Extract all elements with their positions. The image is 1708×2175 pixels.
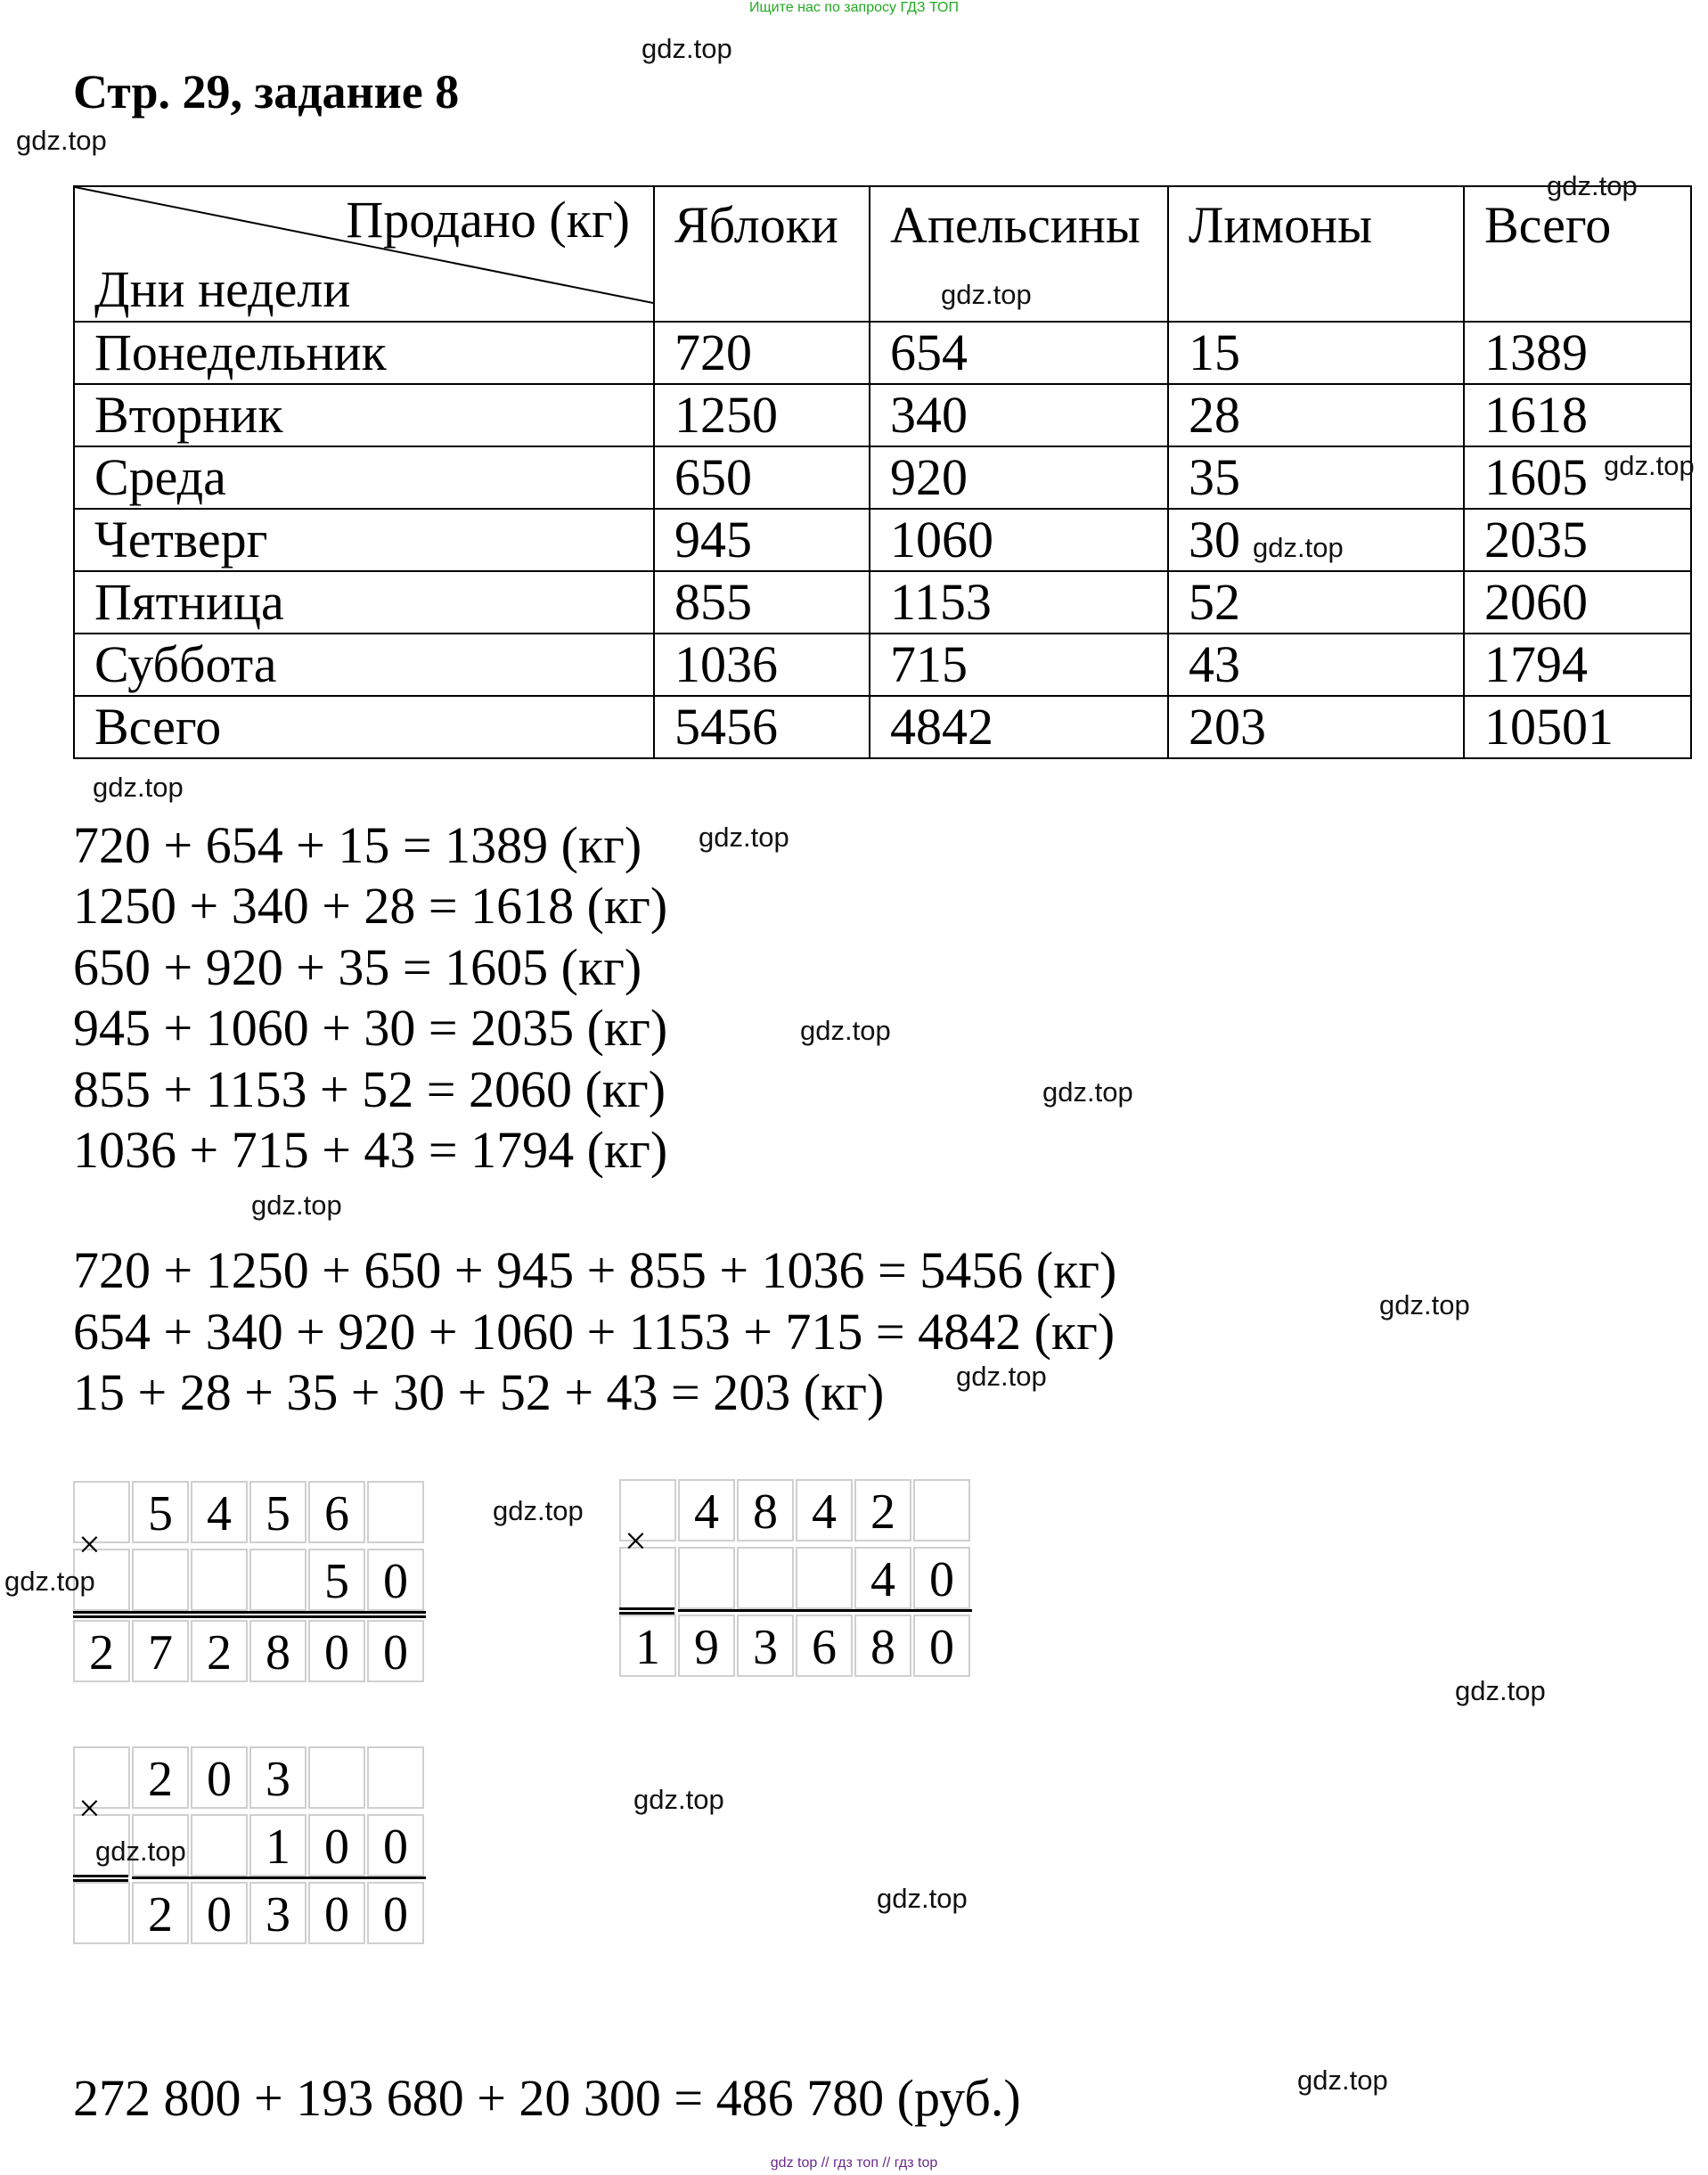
multiply-sign: × [78, 1523, 101, 1566]
digit-cell: 0 [367, 1882, 424, 1944]
watermark: gdz.top [1042, 1076, 1133, 1108]
value-cell: 1794 [1464, 634, 1691, 696]
result-rule [132, 1877, 426, 1879]
digit-cell [132, 1549, 189, 1611]
table-total-row [74, 696, 1691, 758]
double-rule [619, 1607, 674, 1615]
digit-cell: 2 [132, 1746, 189, 1809]
digit-cell: 2 [191, 1620, 248, 1682]
value-cell: 1605 [1464, 446, 1691, 509]
value-cell: 715 [870, 634, 1168, 696]
value-cell: 1060 [870, 509, 1168, 571]
watermark: gdz.top [1379, 1289, 1470, 1321]
watermark: gdz.top [95, 1836, 186, 1867]
digit-cell: 0 [308, 1814, 365, 1877]
digit-cell: 8 [854, 1615, 911, 1677]
multiply-sign: × [625, 1519, 647, 1563]
digit-cell [191, 1814, 248, 1877]
watermark: gdz.top [642, 33, 732, 64]
value-cell: 1250 [654, 384, 870, 446]
watermark: gdz.top [800, 1015, 891, 1046]
equation-fruit: 654 + 340 + 920 + 1060 + 1153 + 715 = 4842 (кг) [73, 1303, 1116, 1361]
day-cell: Пятница [74, 571, 654, 634]
digit-cell [367, 1746, 424, 1809]
value-cell: 2035 [1464, 509, 1691, 571]
watermark: gdz.top [493, 1495, 584, 1526]
digit-cell [678, 1547, 735, 1609]
digit-cell: 7 [132, 1620, 189, 1682]
final-equation: 272 800 + 193 680 + 20 300 = 486 780 (руб.) [73, 2069, 1021, 2127]
value-cell: 203 [1168, 696, 1464, 758]
value-cell: 15 [1168, 322, 1464, 384]
equation-day: 720 + 654 + 15 = 1389 (кг) [73, 816, 642, 874]
value-cell: 340 [870, 384, 1168, 446]
equation-fruit: 720 + 1250 + 650 + 945 + 855 + 1036 = 5456 (кг) [73, 1241, 1117, 1299]
multiply-sign: × [78, 1787, 101, 1830]
digit-cell: 4 [854, 1547, 911, 1609]
watermark: gdz.top [1297, 2065, 1388, 2096]
sales-table [73, 185, 1692, 759]
value-cell: 28 [1168, 384, 1464, 446]
equation-day: 1036 + 715 + 43 = 1794 (кг) [73, 1121, 668, 1179]
value-cell: 1389 [1464, 322, 1691, 384]
digit-cell: 8 [249, 1620, 306, 1682]
digit-cell: 2 [132, 1882, 189, 1944]
table-row [74, 634, 1691, 696]
header-days: Дни недели [94, 260, 351, 318]
digit-cell: 0 [913, 1615, 970, 1677]
day-cell: Среда [74, 446, 654, 509]
value-cell: 43 [1168, 634, 1464, 696]
watermark: gdz.top [251, 1190, 342, 1221]
double-rule [73, 1611, 426, 1618]
digit-cell [249, 1549, 306, 1611]
watermark: gdz.top [941, 279, 1032, 310]
header-sold: Продано (кг) [346, 191, 630, 249]
equation-day: 1250 + 340 + 28 = 1618 (кг) [73, 877, 668, 935]
digit-cell: 2 [73, 1620, 130, 1682]
digit-cell [367, 1481, 424, 1543]
day-cell: Всего [74, 696, 654, 758]
watermark: gdz.top [877, 1883, 968, 1914]
column-header: Апельсины [870, 186, 1168, 322]
table-row [74, 384, 1691, 446]
value-cell: 10501 [1464, 696, 1691, 758]
table-header-row [74, 186, 1691, 322]
value-cell: 945 [654, 509, 870, 571]
result-rule [678, 1609, 972, 1612]
digit-cell: 0 [367, 1620, 424, 1682]
digit-cell: 0 [191, 1882, 248, 1944]
digit-cell [913, 1479, 970, 1541]
digit-cell [73, 1882, 130, 1944]
table-row [74, 446, 1691, 509]
digit-cell: 0 [308, 1882, 365, 1944]
watermark: gdz.top [1604, 450, 1695, 481]
value-cell: 650 [654, 446, 870, 509]
watermark: gdz.top [4, 1566, 95, 1597]
search-banner[interactable]: Ищите нас по запросу ГДЗ ТОП [749, 0, 959, 15]
value-cell: 2060 [1464, 571, 1691, 634]
digit-cell: 6 [796, 1615, 853, 1677]
table-row [74, 322, 1691, 384]
header-diagonal-cell [74, 186, 654, 322]
value-cell: 1153 [870, 571, 1168, 634]
digit-cell [308, 1746, 365, 1809]
digit-cell [737, 1547, 794, 1609]
table-row [74, 571, 1691, 634]
value-cell: 52 [1168, 571, 1464, 634]
digit-cell: 2 [854, 1479, 911, 1541]
value-cell: 4842 [870, 696, 1168, 758]
value-cell: 654 [870, 322, 1168, 384]
table-row [74, 509, 1691, 571]
digit-cell: 0 [191, 1746, 248, 1809]
value-cell: 1618 [1464, 384, 1691, 446]
page-title: Стр. 29, задание 8 [73, 65, 460, 119]
equation-day: 650 + 920 + 35 = 1605 (кг) [73, 938, 642, 996]
value-cell: 30 [1168, 509, 1464, 571]
equation-day: 855 + 1153 + 52 = 2060 (кг) [73, 1060, 666, 1118]
digit-cell: 4 [796, 1479, 853, 1541]
digit-cell: 8 [737, 1479, 794, 1541]
digit-cell: 5 [249, 1481, 306, 1543]
value-cell: 5456 [654, 696, 870, 758]
digit-cell: 3 [249, 1746, 306, 1809]
watermark: gdz.top [93, 772, 184, 803]
digit-cell: 6 [308, 1481, 365, 1543]
equation-fruit: 15 + 28 + 35 + 30 + 52 + 43 = 203 (кг) [73, 1363, 885, 1421]
digit-cell: 0 [913, 1547, 970, 1609]
digit-cell: 4 [191, 1481, 248, 1543]
day-cell: Вторник [74, 384, 654, 446]
digit-cell: 5 [308, 1549, 365, 1611]
digit-cell: 4 [678, 1479, 735, 1541]
value-cell: 720 [654, 322, 870, 384]
watermark: gdz.top [633, 1784, 724, 1815]
column-header: Лимоны [1168, 186, 1464, 322]
double-rule [73, 1875, 128, 1882]
watermark: gdz.top [1547, 170, 1638, 201]
watermark: gdz.top [699, 822, 789, 853]
watermark: gdz.top [16, 125, 107, 156]
column-header: Всего [1464, 186, 1691, 322]
value-cell: 35 [1168, 446, 1464, 509]
digit-cell: 0 [367, 1549, 424, 1611]
digit-cell [796, 1547, 853, 1609]
digit-cell: 3 [249, 1882, 306, 1944]
footer-links[interactable]: gdz top // гдз топ // гдз top [770, 2155, 938, 2171]
digit-cell: 3 [737, 1615, 794, 1677]
digit-cell: 0 [367, 1814, 424, 1877]
value-cell: 1036 [654, 634, 870, 696]
digit-cell [191, 1549, 248, 1611]
digit-cell: 9 [678, 1615, 735, 1677]
day-cell: Понедельник [74, 322, 654, 384]
day-cell: Суббота [74, 634, 654, 696]
watermark: gdz.top [1455, 1675, 1546, 1706]
value-cell: 855 [654, 571, 870, 634]
digit-cell: 1 [619, 1615, 676, 1677]
digit-cell: 0 [308, 1620, 365, 1682]
watermark: gdz.top [1253, 532, 1344, 563]
value-cell: 920 [870, 446, 1168, 509]
equation-day: 945 + 1060 + 30 = 2035 (кг) [73, 999, 668, 1057]
watermark: gdz.top [956, 1361, 1047, 1392]
digit-cell: 5 [132, 1481, 189, 1543]
digit-cell: 1 [249, 1814, 306, 1877]
column-header: Яблоки [654, 186, 870, 322]
day-cell: Четверг [74, 509, 654, 571]
